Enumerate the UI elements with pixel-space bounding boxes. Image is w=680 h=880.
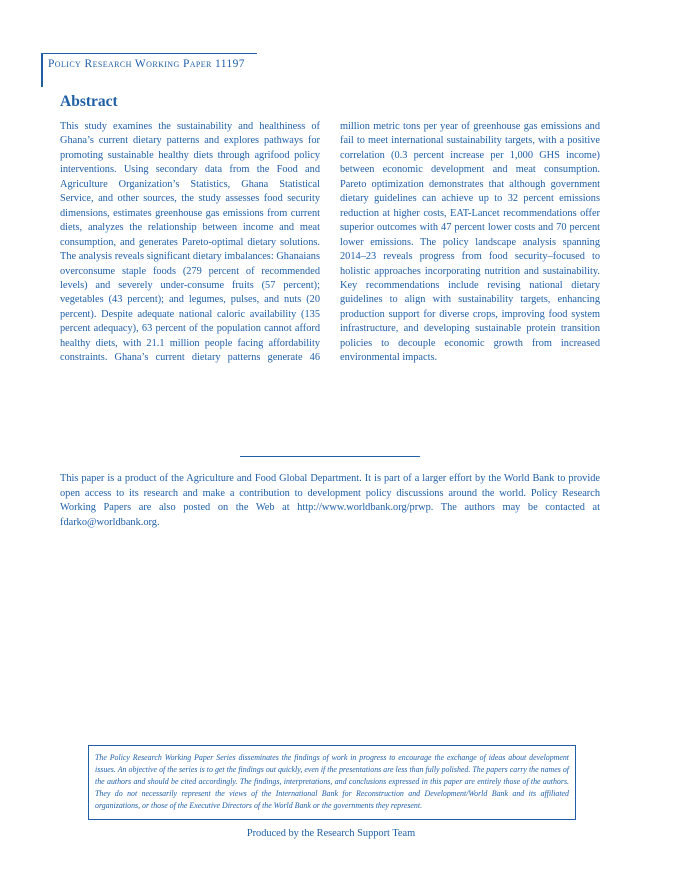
disclaimer-text: The Policy Research Working Paper Series disseminates the findings of work in progress to encourage the exchange of ideas about development issues. An objective of the series is to get the findings out quickly, even if the presentations are less than fully polished. The papers carry the names of the authors and should be cited accordingly. The findings, interpretations, and conclusions expressed in this paper are entirely those of the authors. They do not necessarily represent the views of the International Bank for Reconstruction and Development/World Bank and its affiliated organizations, or those of the Executive Directors of the World Bank or the governments they represent. <box>95 753 569 810</box>
series-title: Policy Research Working Paper 11197 <box>48 58 245 70</box>
product-note: This paper is a product of the Agriculture and Food Global Department. It is part of a larger effort by the World Bank to provide open access to its research and make a contribution to development policy discussions around the world. Policy Research Working Papers are also posted on the Web at http://www.worldbank.org/prwp. The authors may be contacted at fdarko@worldbank.org. <box>60 473 600 528</box>
abstract-heading: Abstract <box>60 93 118 110</box>
producer-credit: Produced by the Research Support Team <box>246 828 416 839</box>
abstract-text: This study examines the sustainability and healthiness of Ghana’s current dietary patterns and explores pathways for promoting sustainable healthy diets through agrifood policy interventions. Using secondary data from the Food and Agriculture Organization’s Statistics, Ghana Statistical Service, and other sources, the study assesses food security dimensions, estimates greenhouse gas emissions from current diets, analyzes the relationship between income and meat consumption, and generates Pareto-optimal dietary solutions. The analysis reveals significant dietary imbalances: Ghanaians overconsume staple foods (279 percent of recommended levels) and severely under-consume fruits (57 percent); vegetables (43 percent); and legumes, pulses, and nuts (20 percent). Despite adequate national caloric availability (135 percent adequacy), 63 percent of the population cannot afford healthy diets, with 21.1 million people facing affordability constraints. Ghana’s current dietary patterns generate 46 million metric tons per year of greenhouse gas emissions and fail to meet international sustainability targets, with a positive correlation (0.3 percent increase per 1,000 GHS income) between economic development and meat consumption. Pareto optimization demonstrates that although government dietary guidelines can achieve up to 32 percent emissions reduction at higher costs, EAT-Lancet recommendations offer superior outcomes with 47 percent lower costs and 70 percent lower emissions. The policy landscape analysis spanning 2014–23 reveals progress from food security–focused to holistic approaches incorporating nutrition and sustainability. Key recommendations include revising national dietary guidelines to align with sustainability targets, enhancing production support for diverse crops, improving food system infrastructure, and developing sustainable protein transition policies to decouple economic growth from increased environmental impacts. <box>60 121 600 364</box>
section-divider <box>240 456 420 457</box>
header-side-rule <box>41 53 43 87</box>
abstract-body <box>60 120 600 370</box>
header-rule <box>41 53 257 54</box>
disclaimer-box <box>88 745 576 820</box>
